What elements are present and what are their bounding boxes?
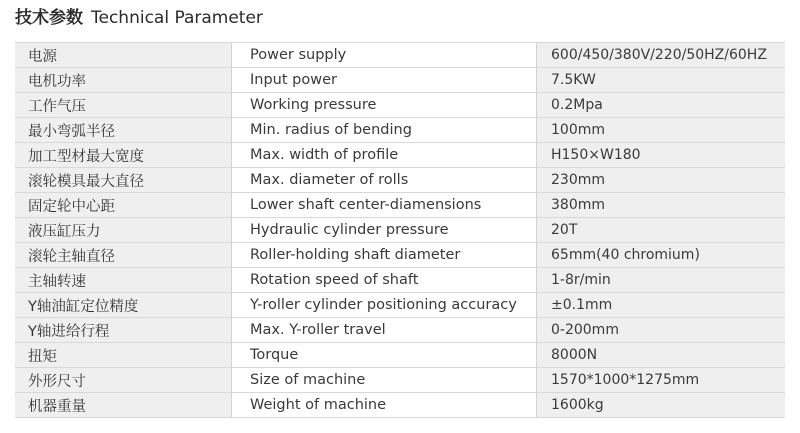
table-row <box>15 293 785 318</box>
param-value: H150×W180 <box>537 143 786 168</box>
page-title <box>15 5 263 31</box>
param-value: 0.2Mpa <box>537 93 786 118</box>
table-row <box>15 168 785 193</box>
param-value: ±0.1mm <box>537 293 786 318</box>
param-value: 380mm <box>537 193 786 218</box>
param-value: 600/450/380V/220/50HZ/60HZ <box>537 43 786 68</box>
param-name-cn: 机器重量 <box>15 393 232 418</box>
param-name-en: Working pressure <box>232 93 537 118</box>
param-name-en: Power supply <box>232 43 537 68</box>
param-value: 7.5KW <box>537 68 786 93</box>
param-name-en: Roller-holding shaft diameter <box>232 243 537 268</box>
table-row <box>15 343 785 368</box>
param-name-en: Torque <box>232 343 537 368</box>
param-value: 65mm(40 chromium) <box>537 243 786 268</box>
param-value: 230mm <box>537 168 786 193</box>
param-name-cn: 外形尺寸 <box>15 368 232 393</box>
table-row <box>15 268 785 293</box>
param-name-cn: 液压缸压力 <box>15 218 232 243</box>
spec-table <box>15 42 785 418</box>
param-name-cn: 最小弯弧半径 <box>15 118 232 143</box>
page-title-cn: 技术参数 <box>15 8 83 28</box>
param-value: 20T <box>537 218 786 243</box>
param-name-en: Max. width of profile <box>232 143 537 168</box>
param-name-en: Size of machine <box>232 368 537 393</box>
param-name-en: Rotation speed of shaft <box>232 268 537 293</box>
table-row <box>15 243 785 268</box>
param-name-cn: Y轴油缸定位精度 <box>15 293 232 318</box>
param-name-cn: 电源 <box>15 43 232 68</box>
table-row <box>15 68 785 93</box>
table-row <box>15 218 785 243</box>
table-row <box>15 193 785 218</box>
table-row <box>15 43 785 68</box>
table-row <box>15 118 785 143</box>
table-row <box>15 368 785 393</box>
param-name-en: Input power <box>232 68 537 93</box>
param-value: 1600kg <box>537 393 786 418</box>
param-name-en: Max. Y-roller travel <box>232 318 537 343</box>
page-title-en: Technical Parameter <box>91 8 263 28</box>
param-name-cn: 电机功率 <box>15 68 232 93</box>
param-name-en: Weight of machine <box>232 393 537 418</box>
param-name-en: Hydraulic cylinder pressure <box>232 218 537 243</box>
table-row <box>15 393 785 418</box>
param-name-cn: 扭矩 <box>15 343 232 368</box>
table-row <box>15 143 785 168</box>
param-name-cn: 加工型材最大宽度 <box>15 143 232 168</box>
param-value: 100mm <box>537 118 786 143</box>
param-name-cn: 滚轮主轴直径 <box>15 243 232 268</box>
param-value: 1-8r/min <box>537 268 786 293</box>
param-name-en: Max. diameter of rolls <box>232 168 537 193</box>
param-value: 0-200mm <box>537 318 786 343</box>
table-row <box>15 318 785 343</box>
param-name-cn: 主轴转速 <box>15 268 232 293</box>
table-row <box>15 93 785 118</box>
param-name-en: Lower shaft center-diamensions <box>232 193 537 218</box>
param-name-cn: 滚轮模具最大直径 <box>15 168 232 193</box>
param-name-cn: 工作气压 <box>15 93 232 118</box>
param-name-en: Y-roller cylinder positioning accuracy <box>232 293 537 318</box>
param-value: 8000N <box>537 343 786 368</box>
param-value: 1570*1000*1275mm <box>537 368 786 393</box>
param-name-cn: 固定轮中心距 <box>15 193 232 218</box>
param-name-cn: Y轴进给行程 <box>15 318 232 343</box>
param-name-en: Min. radius of bending <box>232 118 537 143</box>
